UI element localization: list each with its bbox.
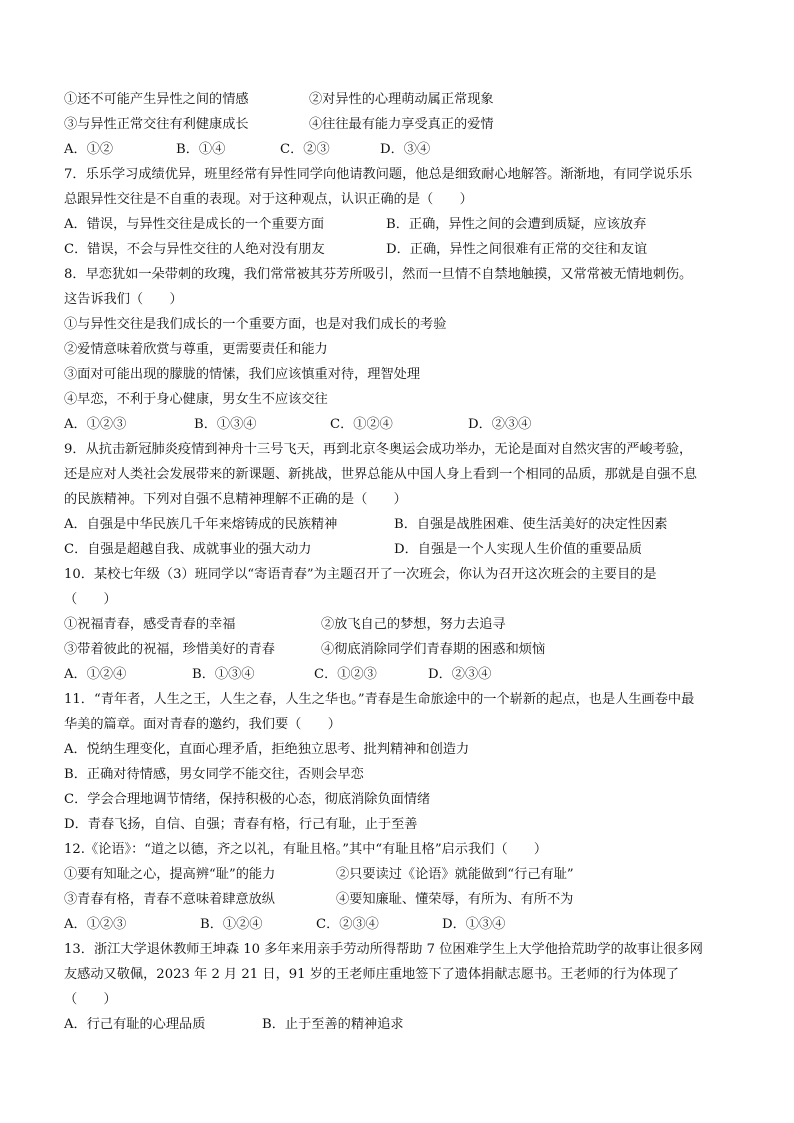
q7-choices-row2 [64, 241, 648, 259]
q10-stem-line2: （ ） [64, 592, 117, 607]
q6-options-row1 [64, 91, 494, 109]
q6-option-4: ④往往最有能力享受真正的爱情 [309, 117, 494, 132]
q11-choice-b[interactable]: B．正确对待情感，男女同学不能交往，否则会早恋 [64, 767, 364, 782]
q8-stem-line1: 8．早恋犹如一朵带刺的玫瑰，我们常常被其芬芳所吸引，然而一旦情不自禁地触摸，又常常被无情地刺伤。 [64, 267, 693, 282]
q9-choice-c[interactable]: C．自强是超越自我、成就事业的强大动力 [64, 542, 312, 557]
q6-options-row2 [64, 116, 494, 134]
q7-choice-d[interactable]: D．正确，异性之间很难有正常的交往和友谊 [386, 242, 648, 257]
q9-choices-row2 [64, 541, 642, 559]
q9-choice-d[interactable]: D．自强是一个人实现人生价值的重要品质 [394, 542, 642, 557]
q7-stem-line1: 7．乐乐学习成绩优异，班里经常有异性同学向他请教问题，他总是细致耐心地解答。渐渐地，有同学说乐乐 [64, 167, 693, 182]
q10-option-2: ②放飞自己的梦想，努力去追寻 [321, 617, 506, 632]
q9-choices-row1 [64, 516, 668, 534]
q7-choice-b[interactable]: B．正确，异性之间的会遭到质疑，应该放弃 [386, 217, 647, 232]
q8-choice-d[interactable]: D．②③④ [468, 417, 532, 432]
q11-stem-line1: 11．“青年者，人生之王，人生之春，人生之华也。”青春是生命旅途中的一个崭新的起点，也是人生画卷中最 [64, 692, 695, 707]
q10-choice-b[interactable]: B．①③④ [192, 667, 255, 682]
q13-choice-b[interactable]: B．止于至善的精神追求 [262, 1017, 404, 1032]
q8-option-4: ④早恋，不利于身心健康，男女生不应该交往 [64, 392, 328, 407]
q12-stem: 12.《论语》：“道之以德，齐之以礼，有耻且格。”其中“有耻且格”启示我们（ ） [64, 842, 548, 857]
q10-choices [64, 666, 492, 684]
q8-option-1: ①与异性交往是我们成长的一个重要方面，也是对我们成长的考验 [64, 317, 447, 332]
q8-choice-b[interactable]: B．①③④ [194, 417, 257, 432]
q12-option-2: ②只要读过《论语》就能做到“行己有耻” [336, 867, 574, 882]
q10-options-row1 [64, 616, 506, 634]
q6-option-3: ③与异性正常交往有利健康成长 [64, 117, 249, 132]
q9-stem-line3: 的民族精神。下列对自强不息精神理解不正确的是（ ） [64, 492, 407, 507]
q6-choice-b[interactable]: B．①④ [176, 142, 226, 157]
q8-choice-c[interactable]: C．①②④ [330, 417, 393, 432]
q7-choice-a[interactable]: A．错误，与异性交往是成长的一个重要方面 [64, 217, 325, 232]
q12-choices [64, 916, 506, 934]
q13-choice-a[interactable]: A．行己有耻的心理品质 [64, 1017, 206, 1032]
q11-choice-a[interactable]: A．悦纳生理变化，直面心理矛盾，拒绝独立思考、批判精神和创造力 [64, 742, 470, 757]
q12-options-row2 [64, 891, 574, 909]
q12-options-row1 [64, 866, 574, 884]
q11-choice-c[interactable]: C．学会合理地调节情绪，保持积极的心态，彻底消除负面情绪 [64, 792, 431, 807]
q8-choices [64, 416, 532, 434]
q10-option-1: ①祝福青春，感受青春的幸福 [64, 617, 236, 632]
q12-option-4: ④要知廉耻、懂荣辱，有所为、有所不为 [336, 892, 574, 907]
q11-stem-line2: 华美的篇章。面对青春的邀约，我们要（ ） [64, 717, 341, 732]
q12-choice-a[interactable]: A．①②③ [64, 917, 127, 932]
q13-stem-line2: 友感动又敬佩，2023 年 2 月 21 日，91 岁的王老师庄重地签下了遗体捐献志愿书。王老师的行为体现了 [64, 967, 679, 982]
q6-choices [64, 141, 431, 159]
q6-option-1: ①还不可能产生异性之间的情感 [64, 92, 249, 107]
q9-stem-line1: 9．从抗击新冠肺炎疫情到神舟十三号飞天，再到北京冬奥运会成功举办，无论是面对自然灾害的严峻考验， [64, 442, 693, 457]
q7-choice-c[interactable]: C．错误，不会与异性交往的人绝对没有朋友 [64, 242, 325, 257]
q13-stem-line1: 13．浙江大学退休教师王坤森 10 多年来用亲手劳动所得帮助 7 位困难学生上大学他拾荒助学的故事让很多网 [64, 942, 703, 957]
q10-options-row2 [64, 641, 546, 659]
q10-stem-line1: 10．某校七年级（3）班同学以“寄语青春”为主题召开了一次班会，你认为召开这次班会的主要目的是 [64, 567, 657, 582]
q12-choice-b[interactable]: B．①②④ [200, 917, 263, 932]
q10-option-4: ④彻底消除同学们青春期的困惑和烦恼 [321, 642, 546, 657]
q10-option-3: ③带着彼此的祝福，珍惜美好的青春 [64, 642, 275, 657]
q8-option-3: ③面对可能出现的朦胧的情愫，我们应该慎重对待，理智处理 [64, 367, 421, 382]
q7-stem-line2: 总跟异性交往是不自重的表现。对于这种观点，认识正确的是（ ） [64, 192, 473, 207]
q10-choice-c[interactable]: C．①②③ [314, 667, 377, 682]
q9-stem-line2: 还是应对人类社会发展带来的新课题、新挑战，世界总能从中国人身上看到一个相同的品质，那就是自强不息 [64, 467, 697, 482]
q8-option-2: ②爱情意味着欣赏与尊重，更需要责任和能力 [64, 342, 328, 357]
q8-stem-line2: 这告诉我们（ ） [64, 292, 183, 307]
q12-choice-d[interactable]: D．①③④ [442, 917, 506, 932]
q11-choice-d[interactable]: D．青春飞扬，自信、自强；青春有格，行己有耻，止于至善 [64, 817, 418, 832]
q6-option-2: ②对异性的心理萌动属正常现象 [309, 92, 494, 107]
q13-stem-line3: （ ） [64, 992, 117, 1007]
q8-choice-a[interactable]: A．①②③ [64, 417, 127, 432]
q9-choice-b[interactable]: B．自强是战胜困难、使生活美好的决定性因素 [394, 517, 668, 532]
q6-choice-d[interactable]: D．③④ [380, 142, 431, 157]
q10-choice-d[interactable]: D．②③④ [428, 667, 492, 682]
q6-choice-a[interactable]: A．①② [64, 142, 114, 157]
q12-option-3: ③青春有格，青春不意味着肆意放纵 [64, 892, 275, 907]
q9-choice-a[interactable]: A．自强是中华民族几千年来熔铸成的民族精神 [64, 517, 338, 532]
q10-choice-a[interactable]: A．①②④ [64, 667, 127, 682]
q12-option-1: ①要有知耻之心，提高辨“耻”的能力 [64, 867, 276, 882]
q13-choices [64, 1016, 404, 1034]
q12-choice-c[interactable]: C．②③④ [316, 917, 379, 932]
q6-choice-c[interactable]: C．②③ [280, 142, 330, 157]
q7-choices-row1 [64, 216, 647, 234]
